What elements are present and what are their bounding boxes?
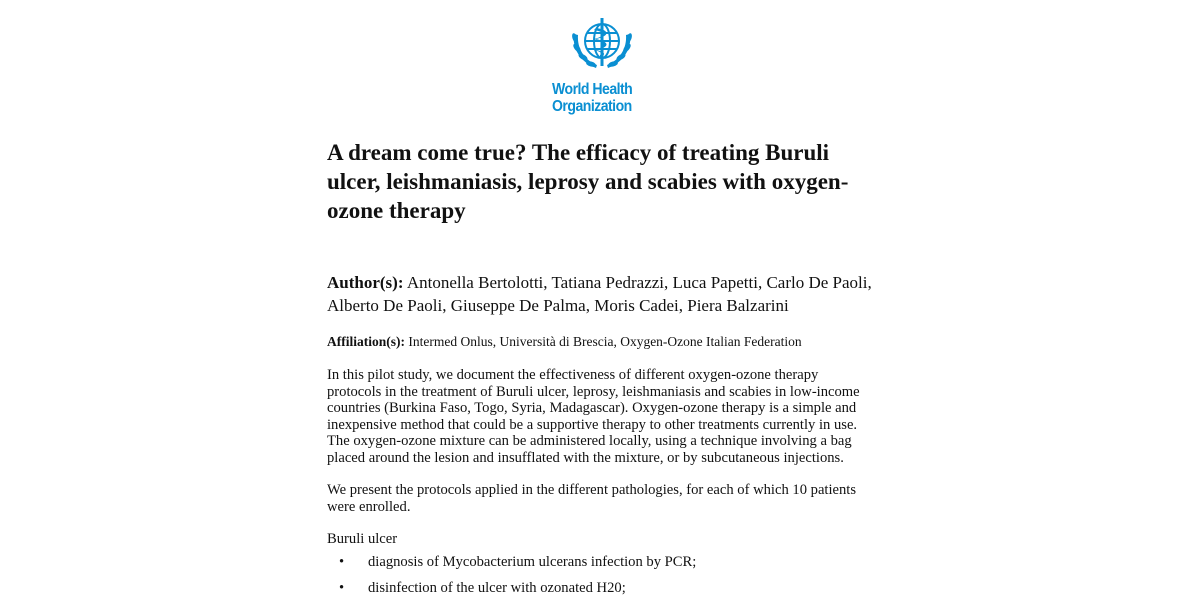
list-item-text: disinfection of the ulcer with ozonated H20; [368,580,626,596]
who-emblem-icon [566,14,638,78]
bullet-icon: • [339,580,345,596]
logo-wordmark [552,81,640,115]
paragraph-abstract: In this pilot study, we document the effectiveness of different oxygen-ozone therapy protocols in the treatment of Buruli ulcer, leprosy, leishmaniasis and scabies in low-income countries (Burkina Faso, Togo, Syria, Madagascar). Oxygen-ozone therapy is a simple and inexpensive method that could be a supportive therapy to other treatments currently in use. The oxygen-ozone mixture can be administered locally, using a technique involving a bag placed around the lesion and insufflated with the mixture, or by subcutaneous injections. [327,367,860,466]
logo-line-1: World Health [552,81,633,98]
list-item-text: diagnosis of Mycobacterium ulcerans infection by PCR; [368,554,697,570]
list-item [327,554,875,571]
who-logo [552,14,652,116]
authors-block [327,271,875,317]
authors-names: Antonella Bertolotti, Tatiana Pedrazzi, Luca Papetti, Carlo De Paoli, Alberto De Paoli, Giuseppe De Palma, Moris Cadei, Piera Balzarini [327,273,872,315]
list-item [327,580,875,597]
affiliation-block [327,333,875,351]
section-heading-buruli: Buruli ulcer [327,531,398,547]
affiliation-text: Intermed Onlus, Università di Brescia, Oxygen-Ozone Italian Federation [408,334,802,349]
bullet-list [327,554,875,597]
affiliation-label: Affiliation(s): [327,334,405,349]
document-body [327,138,875,606]
logo-line-2: Organization [552,98,632,115]
paragraph-protocols: We present the protocols applied in the different pathologies, for each of which 10 patients were enrolled. [327,482,857,515]
document-title: A dream come true? The efficacy of treating Buruli ulcer, leishmaniasis, leprosy and scabies with oxygen-ozone therapy [327,140,849,223]
authors-label: Author(s): [327,273,404,292]
bullet-icon: • [339,554,345,570]
